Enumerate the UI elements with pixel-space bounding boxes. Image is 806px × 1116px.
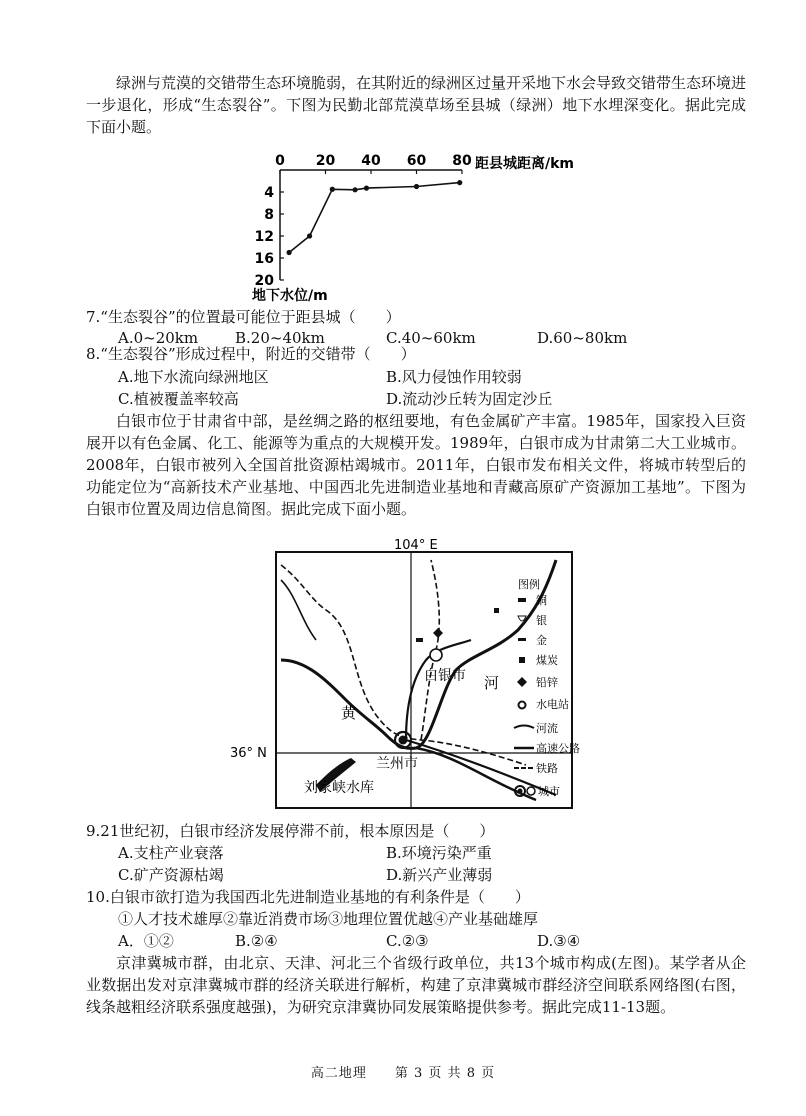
- copper-symbol: [416, 638, 423, 642]
- legend-title: 图例: [518, 578, 540, 591]
- chart-ticks: [255, 153, 472, 289]
- q8-option-c[interactable]: C.植被覆盖率较高: [118, 390, 239, 408]
- y-tick-label: 8: [264, 207, 274, 223]
- q10-option-b[interactable]: B.②④: [235, 932, 278, 950]
- q8-option-a[interactable]: A.地下水流向绿洲地区: [118, 368, 269, 386]
- q10-conditions: ①人才技术雄厚②靠近消费市场③地理位置优越④产业基础雄厚: [118, 910, 539, 928]
- lead-zinc-symbol: [433, 628, 443, 638]
- q10-option-a[interactable]: A．①②: [118, 932, 174, 950]
- x-tick-label: 20: [315, 153, 336, 169]
- legend-city: 城市: [538, 785, 560, 798]
- q7-option-b[interactable]: B.20~40km: [235, 329, 325, 347]
- baiyin-map: [230, 538, 586, 815]
- q9-option-b[interactable]: B.环境污染严重: [386, 844, 492, 862]
- data-point: [414, 184, 419, 189]
- lat-label: 36° N: [230, 746, 267, 761]
- legend-gold: 金: [536, 634, 547, 647]
- legend-river: 河流: [536, 722, 558, 735]
- y-tick-label: 16: [254, 251, 274, 267]
- passage-baiyin: 白银市位于甘肃省中部，是丝绸之路的枢纽要地，有色金属矿产丰富。1985年，国家投入巨资展开以有色金属、化工、能源等为重点的大规模开发。1989年，白银市成为甘肃第二大工业城市。2008年，白银市被列入全国首批资源枯竭城市。2011年，白银市发布相关文件，将城市转型后的功能定位为“高新技术产业基地、中国西北先进制造业基地和青藏高原矿产资源加工基地”。下图为白银市位置及周边信息简图。据此完成下面小题。: [86, 412, 746, 518]
- q7-option-c[interactable]: C.40~60km: [386, 329, 476, 347]
- q7-option-a[interactable]: A.0~20km: [118, 329, 199, 347]
- q10-stem: 10.白银市欲打造为我国西北先进制造业基地的有利条件是（ ）: [86, 888, 530, 906]
- passage-jingjinji: 京津冀城市群，由北京、天津、河北三个省级行政单位，共13个城市构成(左图)。某学者从企业数据出发对京津冀城市群的经济关联进行解析，构建了京津冀城市群经济空间联系网络图(右图，线条越粗经济联系强度越强)，为研究京津冀协同发展策略提供参考。据此完成11-13题。: [86, 954, 746, 1016]
- railway: [281, 565, 526, 765]
- data-point: [364, 186, 369, 191]
- q9-stem: 9.21世纪初，白银市经济发展停滞不前，根本原因是（ ）: [86, 822, 495, 840]
- x-tick-label: 40: [361, 153, 381, 169]
- q8-stem: 8.“生态裂谷”形成过程中，附近的交错带（ ）: [86, 345, 416, 363]
- y-tick-label: 20: [254, 273, 274, 289]
- y-axis-label: 地下水位/m: [252, 288, 328, 304]
- y-tick-label: 12: [254, 229, 274, 245]
- baiyin-city-marker: [430, 649, 442, 661]
- data-point: [307, 233, 312, 238]
- baiyin-label: 白银市: [424, 668, 466, 684]
- data-point: [330, 187, 335, 192]
- y-tick-label: 4: [264, 185, 274, 201]
- legend-copper: 铜: [536, 594, 547, 607]
- x-tick-label: 60: [406, 153, 427, 169]
- q9-option-a[interactable]: A.支柱产业衰落: [118, 844, 224, 862]
- q9-option-c[interactable]: C.矿产资源枯竭: [118, 866, 224, 884]
- x-tick-label: 0: [275, 153, 285, 169]
- groundwater-chart: [230, 140, 610, 305]
- lanzhou-label: 兰州市: [376, 756, 418, 772]
- q8-option-b[interactable]: B.风力侵蚀作用较弱: [386, 368, 522, 386]
- q10-option-c[interactable]: C.②③: [386, 932, 429, 950]
- q7-stem: 7.“生态裂谷”的位置最可能位于距县城（ ）: [86, 308, 401, 326]
- q7-option-d[interactable]: D.60~80km: [537, 329, 628, 347]
- yellow-river: [281, 560, 556, 748]
- x-axis-label: 距县城距离/km: [475, 156, 575, 172]
- huang-label: 黄: [341, 704, 357, 722]
- chart-axes: [280, 170, 462, 280]
- map-legend: [514, 577, 580, 798]
- liujiaxia-label: 刘家峡水库: [304, 780, 374, 796]
- x-tick-label: 80: [452, 153, 472, 169]
- page-footer: 高二地理 第 3 页 共 8 页: [310, 1066, 496, 1081]
- q10-option-d[interactable]: D.③④: [537, 932, 581, 950]
- legend-lead-zinc: 铅锌: [536, 676, 558, 689]
- q9-option-d[interactable]: D.新兴产业薄弱: [386, 866, 493, 884]
- he-label: 河: [484, 674, 500, 692]
- lanzhou-city-core: [399, 736, 408, 745]
- coal-symbol: [494, 608, 499, 613]
- chart-points: [287, 180, 463, 255]
- data-point: [457, 180, 462, 185]
- lon-label: 104° E: [394, 538, 438, 553]
- legend-coal: 煤炭: [536, 654, 558, 667]
- q8-option-d[interactable]: D.流动沙丘转为固定沙丘: [386, 390, 553, 408]
- legend-hydropower: 水电站: [536, 698, 569, 711]
- data-point: [352, 187, 357, 192]
- legend-silver: 银: [536, 614, 547, 627]
- legend-highway: 高速公路: [536, 742, 580, 755]
- legend-railway: 铁路: [536, 762, 558, 775]
- river-west: [281, 580, 316, 640]
- passage-groundwater: 绿洲与荒漠的交错带生态环境脆弱，在其附近的绿洲区过量开采地下水会导致交错带生态环境进一步退化，形成“生态裂谷”。下图为民勤北部荒漠草场至县城（绿洲）地下水埋深变化。据此完成下面小题。: [86, 74, 747, 136]
- groundwater-series-line: [289, 183, 460, 253]
- data-point: [287, 250, 292, 255]
